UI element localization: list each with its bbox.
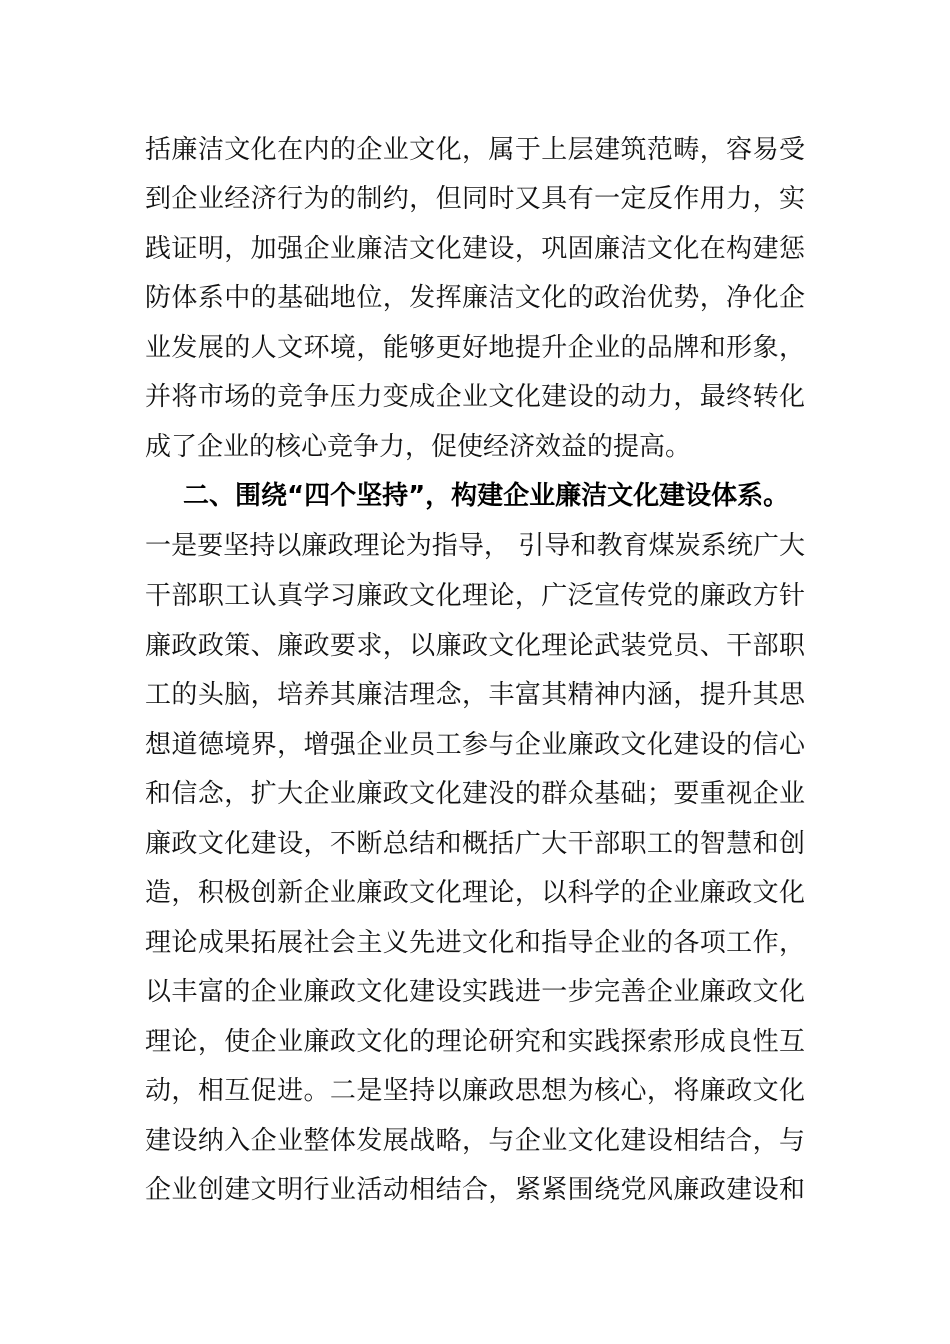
paragraph-line-9: 一是要坚持以廉政理论为指导， 引导和教育煤炭系统广大	[145, 531, 805, 561]
paragraph-line-3: 践证明，加强企业廉洁文化建设，巩固廉洁文化在构建惩	[145, 234, 805, 264]
paragraph-line-17: 理论成果拓展社会主义先进文化和指导企业的各项工作，	[145, 928, 805, 958]
paragraph-line-18: 以丰富的企业廉政文化建设实践进一步完善企业廉政文化	[145, 977, 805, 1007]
paragraph-line-20: 动，相互促进。二是坚持以廉政思想为核心，将廉政文化	[145, 1076, 805, 1106]
paragraph-line-15: 廉政文化建设，不断总结和概括广大干部职工的智慧和创	[145, 829, 805, 859]
paragraph-line-21: 建设纳入企业整体发展战略，与企业文化建设相结合，与	[145, 1126, 805, 1156]
paragraph-line-2: 到企业经济行为的制约，但同时又具有一定反作用力，实	[145, 184, 805, 214]
paragraph-line-5: 业发展的人文环境，能够更好地提升企业的品牌和形象，	[145, 333, 805, 363]
paragraph-line-7: 成了企业的核心竞争力，促使经济效益的提高。	[145, 432, 692, 462]
paragraph-line-12: 工的头脑，培养其廉洁理念，丰富其精神内涵，提升其思	[145, 680, 805, 710]
paragraph-line-13: 想道德境界，增强企业员工参与企业廉政文化建设的信心	[145, 730, 805, 760]
paragraph-line-10: 干部职工认真学习廉政文化理论，广泛宣传党的廉政方针	[145, 581, 805, 611]
paragraph-line-11: 廉政政策、廉政要求，以廉政文化理论武装党员、干部职	[145, 631, 805, 661]
section-heading: 二、围绕“四个坚持”，构建企业廉洁文化建设体系。	[183, 481, 790, 511]
paragraph-line-14: 和信念，扩大企业廉政文化建没的群众基础；要重视企业	[145, 779, 805, 809]
paragraph-line-6: 并将市场的竞争压力变成企业文化建设的动力，最终转化	[145, 382, 805, 412]
paragraph-line-1: 括廉洁文化在内的企业文化，属于上层建筑范畴，容易受	[145, 135, 805, 165]
paragraph-line-4: 防体系中的基础地位，发挥廉洁文化的政治优势，净化企	[145, 283, 805, 313]
paragraph-line-22: 企业创建文明行业活动相结合，紧紧围绕党风廉政建设和	[145, 1175, 805, 1205]
paragraph-line-19: 理论，使企业廉政文化的理论研究和实践探索形成良性互	[145, 1027, 805, 1057]
paragraph-line-16: 造，积极创新企业廉政文化理论，以科学的企业廉政文化	[145, 878, 805, 908]
